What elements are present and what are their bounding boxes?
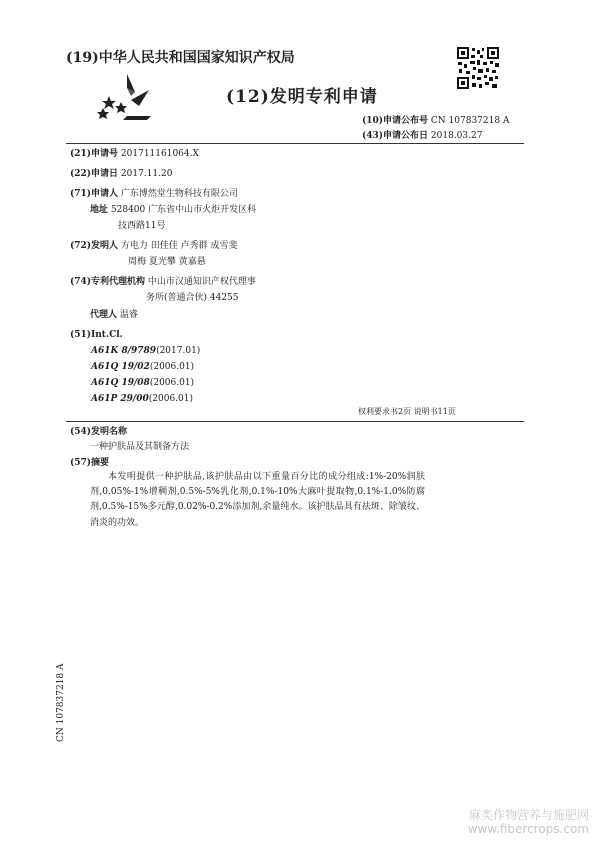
header-divider (66, 143, 524, 144)
publication-number: (10)申请公布号 CN 107837218 A (362, 116, 510, 126)
address-line-2: 技西路11号 (118, 221, 166, 231)
body-divider (66, 421, 524, 422)
watermark-name: 麻类作物营养与施肥网 (468, 808, 589, 822)
application-number: (21)申请号 201711161064.X (70, 149, 199, 159)
invention-title-label: (54)发明名称 (70, 427, 128, 437)
ipc-heading: (51)Int.Cl. (70, 330, 123, 340)
invention-title: 一种护肤品及其制备方法 (90, 442, 190, 452)
ipc-entry: A61P 29/00(2006.01) (91, 394, 193, 404)
abstract-text: 本发明提供一种护肤品,该护肤品由以下重量百分比的成分组成:1%-20%润肤剂,0.05%-1%增稠剂,0.5%-5%乳化剂,0.1%-10%大麻叶提取物,0.1%-1.0%防腐剂,0.5%-15%多元醇,0.02%-0.2%添加剂,余量纯水。该护肤品具有祛斑、除皱纹、消炎的功效。 (90, 472, 425, 528)
document-type: (12)发明专利申请 (226, 87, 378, 107)
side-publication-code: CN 107837218 A (56, 663, 66, 742)
cnipa-emblem-icon (97, 72, 155, 124)
ipc-entry: A61Q 19/08(2006.01) (91, 378, 195, 388)
issuing-office: (19)中华人民共和国国家知识产权局 (66, 50, 295, 66)
application-date: (22)申请日 2017.11.20 (70, 169, 173, 179)
site-watermark (468, 808, 589, 836)
patent-agent: 代理人 温睿 (90, 310, 138, 320)
ipc-entry: A61K 8/9789(2017.01) (91, 346, 201, 356)
inventors-line-2: 周梅 夏光攀 黄嘉悬 (128, 257, 206, 267)
abstract-label: (57)摘要 (70, 458, 110, 468)
patent-agency: (74)专利代理机构 中山市汉通知识产权代理事 (70, 277, 256, 287)
ipc-entry: A61Q 19/02(2006.01) (91, 362, 195, 372)
address: 地址 528400 广东省中山市火炬开发区科 (90, 205, 257, 215)
page-count-note: 权利要求书2页 说明书11页 (358, 407, 456, 416)
watermark-url: www.fibercrops.com (467, 822, 589, 836)
inventors: (72)发明人 方电力 田佳佳 卢秀群 成雪斐 (70, 241, 238, 251)
patent-agency-line-2: 务所(普通合伙) 44255 (146, 293, 239, 303)
publication-date: (43)申请公布日 2018.03.27 (362, 131, 483, 141)
qr-code-icon (456, 46, 500, 90)
applicant: (71)申请人 广东博然堂生物科技有限公司 (70, 189, 238, 199)
